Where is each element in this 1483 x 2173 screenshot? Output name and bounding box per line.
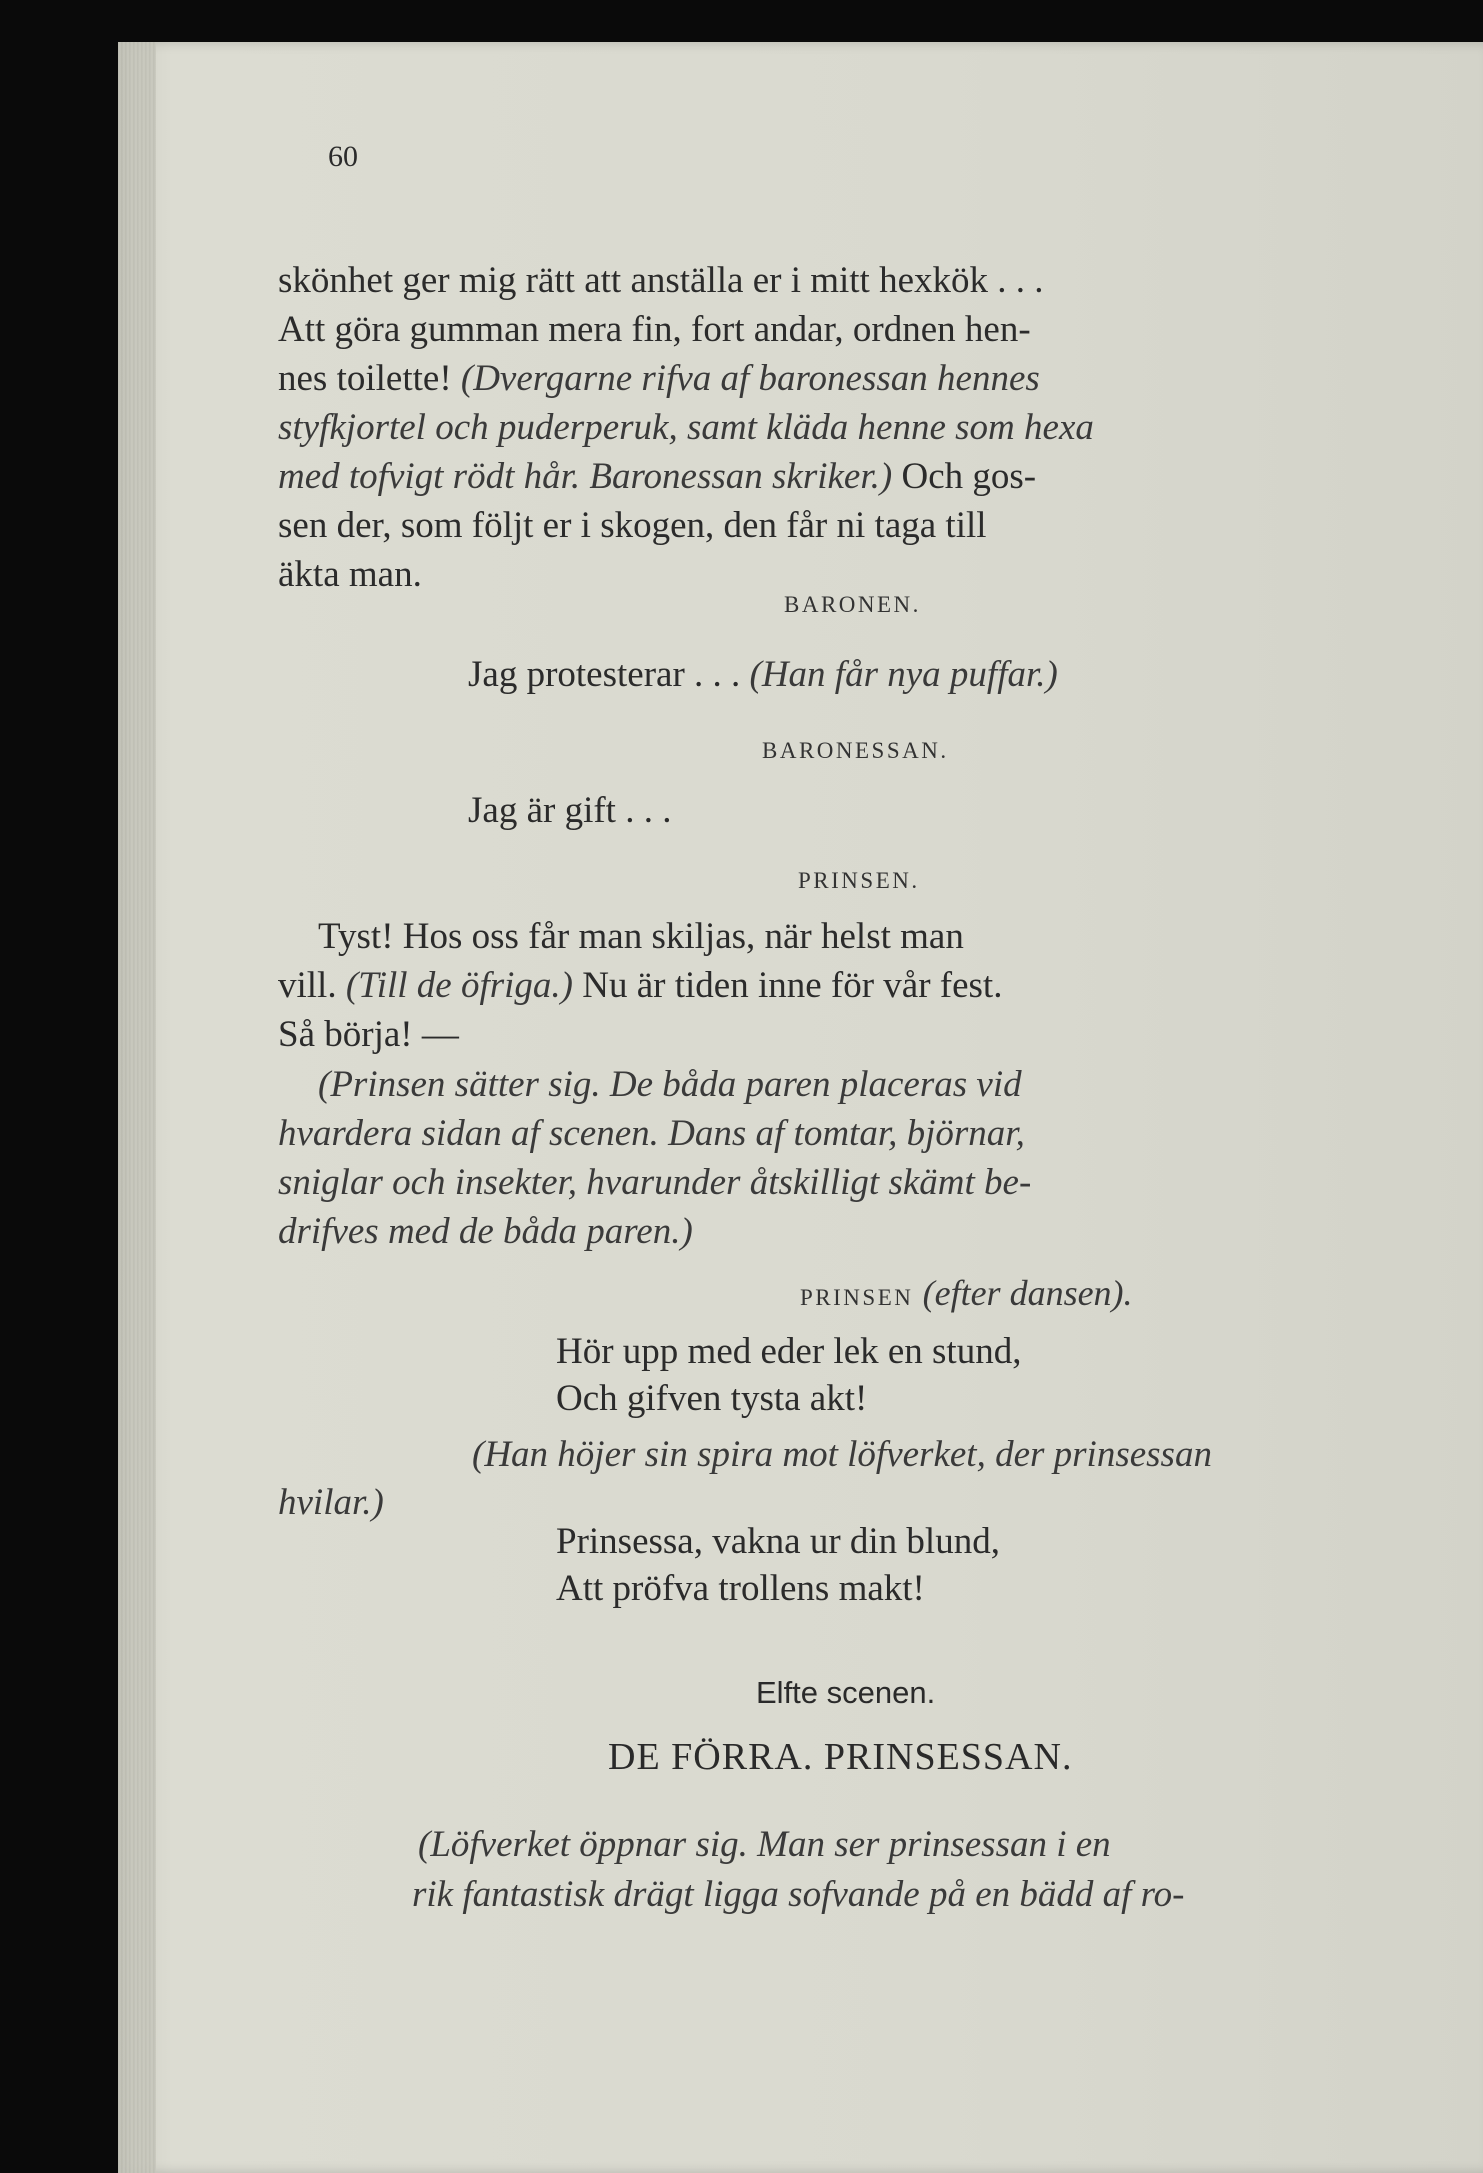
scene-title: Elfte scenen. — [756, 1675, 936, 1710]
stage-direction-line — [412, 1870, 1318, 1919]
stage-direction-text: sniglar och insekter, hvarunder åtskilligt skämt be- — [278, 1162, 1032, 1203]
stage-direction-line — [278, 1207, 1288, 1256]
paragraph-line: sen der, som följt er i skogen, den får ni taga till — [278, 505, 987, 546]
paragraph-text: Och gos- — [892, 456, 1037, 497]
speech-line: Så börja! — — [278, 1014, 459, 1055]
stage-direction-line — [318, 1060, 1288, 1109]
speaker-name: BARONEN. — [784, 592, 921, 617]
speech-line — [278, 961, 1288, 1010]
stage-direction-line — [472, 1430, 1352, 1479]
verse-line: Att pröfva trollens makt! — [556, 1568, 925, 1609]
speaker-name: PRINSEN. — [798, 868, 920, 893]
stage-direction-inline: (Han får nya puffar.) — [749, 654, 1058, 695]
page-number: 60 — [328, 140, 358, 173]
stage-direction-text: hvardera sidan af scenen. Dans af tomtar, björnar, — [278, 1113, 1025, 1154]
paragraph-line: Att göra gumman mera fin, fort andar, ordnen hen- — [278, 309, 1031, 350]
stage-direction-inline: (efter dansen). — [922, 1273, 1133, 1313]
stage-direction-inline: (Till de öfriga.) — [345, 965, 573, 1006]
page-stack-edge — [118, 42, 156, 2173]
stage-direction-inline: (Dvergarne rifva af baronessan hennes — [460, 358, 1040, 399]
paragraph-line — [278, 403, 1288, 452]
stage-direction-line — [418, 1820, 1318, 1869]
speech-text: vill. — [278, 965, 346, 1006]
speaker-name: PRINSEN — [800, 1285, 914, 1310]
stage-direction-text: (Han höjer sin spira mot löfverket, der prinsessan — [472, 1434, 1212, 1475]
stage-direction-text: hvilar.) — [278, 1482, 384, 1523]
stage-direction-text: (Prinsen sätter sig. De båda paren placeras vid — [318, 1064, 1022, 1105]
verse-line: Hör upp med eder lek en stund, — [556, 1331, 1022, 1372]
speech-text: Nu är tiden inne för vår fest. — [573, 965, 1003, 1006]
verse-line: Prinsessa, vakna ur din blund, — [556, 1521, 1000, 1562]
stage-direction-text: rik fantastisk drägt ligga sofvande på en bädd af ro- — [412, 1874, 1185, 1915]
scene-characters: DE FÖRRA. PRINSESSAN. — [608, 1736, 1073, 1778]
speech-line — [468, 650, 1268, 699]
speaker-name: BARONESSAN. — [762, 738, 949, 763]
paragraph-line — [278, 452, 1288, 501]
paragraph-text: nes toilette! — [278, 358, 461, 399]
paragraph-line — [278, 354, 1288, 403]
stage-direction-text: (Löfverket öppnar sig. Man ser prinsessan i en — [418, 1824, 1111, 1865]
speech-line: Tyst! Hos oss får man skiljas, när helst man — [318, 916, 964, 957]
stage-direction-text: drifves med de båda paren.) — [278, 1211, 693, 1252]
paragraph-line: äkta man. — [278, 554, 422, 595]
speech-text: Jag protesterar . . . — [468, 654, 750, 695]
stage-direction-line — [278, 1109, 1288, 1158]
speaker-heading — [800, 1272, 1133, 1315]
stage-direction-inline: med tofvigt rödt hår. Baronessan skriker.) — [278, 456, 893, 497]
stage-direction-line — [278, 1158, 1288, 1207]
paragraph-line: skönhet ger mig rätt att anställa er i mitt hexkök . . . — [278, 260, 1044, 301]
verse-line: Och gifven tysta akt! — [556, 1378, 868, 1419]
speech-line: Jag är gift . . . — [468, 790, 672, 831]
stage-direction-inline: styfkjortel och puderperuk, samt kläda henne som hexa — [278, 407, 1094, 448]
